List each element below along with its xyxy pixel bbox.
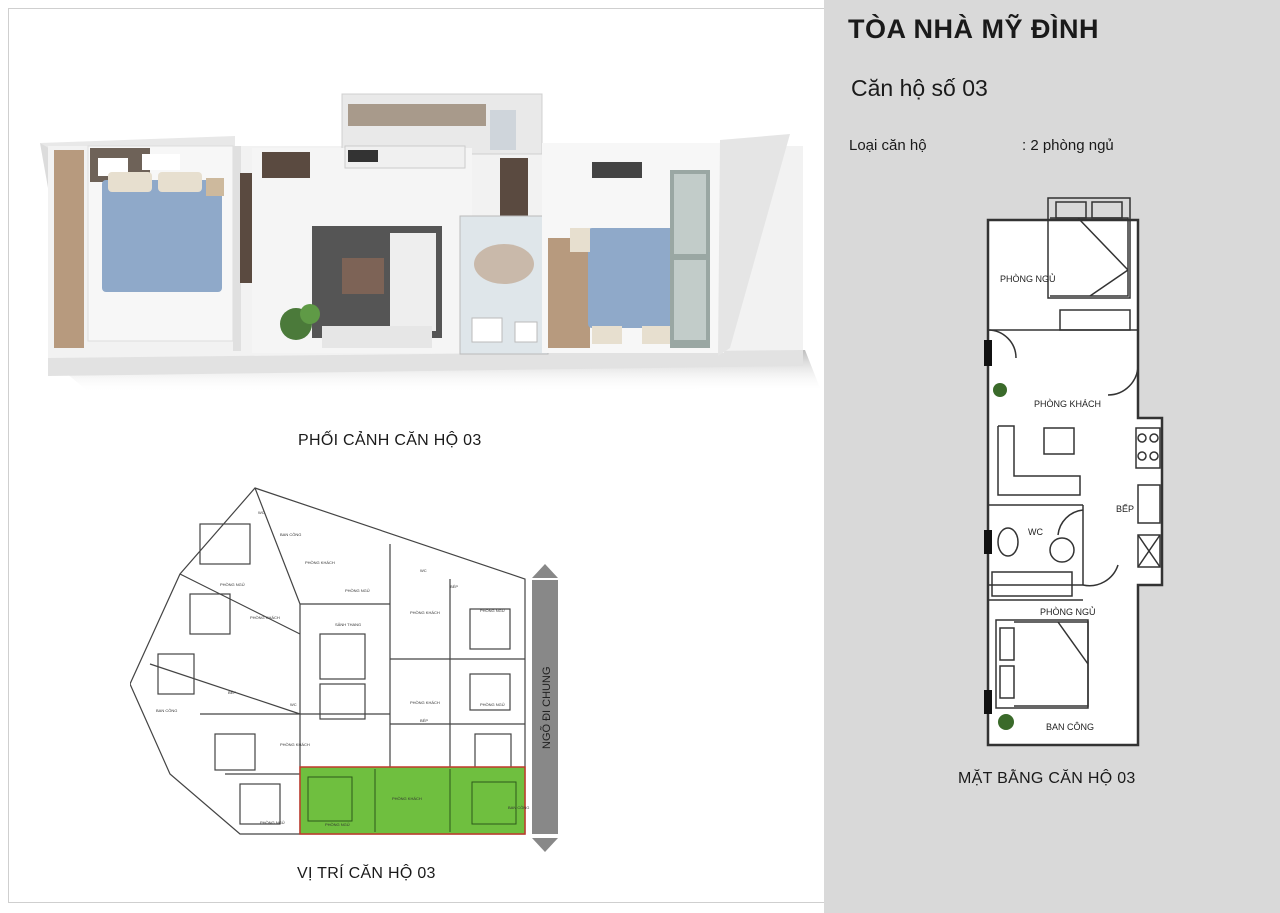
site-label: WC (420, 568, 427, 573)
apartment-3d-render (30, 88, 830, 398)
floorplan-bedroom-top-label: PHÒNG NGỦ (1000, 274, 1056, 284)
apartment-floorplan (978, 190, 1168, 752)
site-label: PHÒNG NGỦ (480, 608, 505, 613)
render-caption: PHỐI CẢNH CĂN HỘ 03 (298, 432, 482, 449)
site-label: PHÒNG NGỦ (325, 822, 350, 827)
location-caption: VỊ TRÍ CĂN HỘ 03 (297, 865, 436, 882)
site-label: PHÒNG NGỦ (345, 588, 370, 593)
apartment-type-label: Loại căn hộ (849, 137, 927, 154)
floorplan-wc-label: WC (1028, 527, 1043, 537)
apartment-type-value: : 2 phòng ngủ (1022, 137, 1114, 154)
site-label: BAN CÔNG (280, 532, 302, 537)
site-label: PHÒNG KHÁCH (410, 700, 440, 705)
site-label: PHÒNG KHÁCH (392, 796, 422, 801)
site-label: PHÒNG KHÁCH (250, 615, 280, 620)
site-label: PHÒNG NGỦ (260, 820, 285, 825)
floorplan-bedroom-bottom-label: PHÒNG NGỦ (1040, 607, 1096, 617)
lane-label: NGÕ ĐI CHUNG (541, 666, 553, 749)
site-label: BẾP (228, 690, 237, 695)
building-title: TÒA NHÀ MỸ ĐÌNH (848, 14, 1099, 44)
site-label: PHÒNG KHÁCH (305, 560, 335, 565)
site-label: PHÒNG NGỦ (480, 702, 505, 707)
site-label: BAN CÔNG (156, 708, 178, 713)
site-label: BẾP (420, 718, 429, 723)
site-label: PHÒNG KHÁCH (410, 610, 440, 615)
site-label: PHÒNG KHÁCH (280, 742, 310, 747)
floorplan-kitchen-label: BẾP (1116, 504, 1135, 514)
site-plan (130, 484, 590, 856)
site-label: WC (290, 702, 297, 707)
floorplan-living-label: PHÒNG KHÁCH (1034, 399, 1102, 409)
site-label: BẾP (450, 584, 459, 589)
site-label: BAN CÔNG (508, 805, 530, 810)
floorplan-caption: MẶT BẰNG CĂN HỘ 03 (958, 770, 1136, 787)
site-label: SẢNH THANG (335, 622, 362, 627)
site-label: WC (258, 510, 265, 515)
site-label: PHÒNG NGỦ (220, 582, 245, 587)
floorplan-balcony-label: BAN CÔNG (1046, 722, 1095, 732)
apartment-subtitle: Căn hộ số 03 (851, 75, 988, 101)
